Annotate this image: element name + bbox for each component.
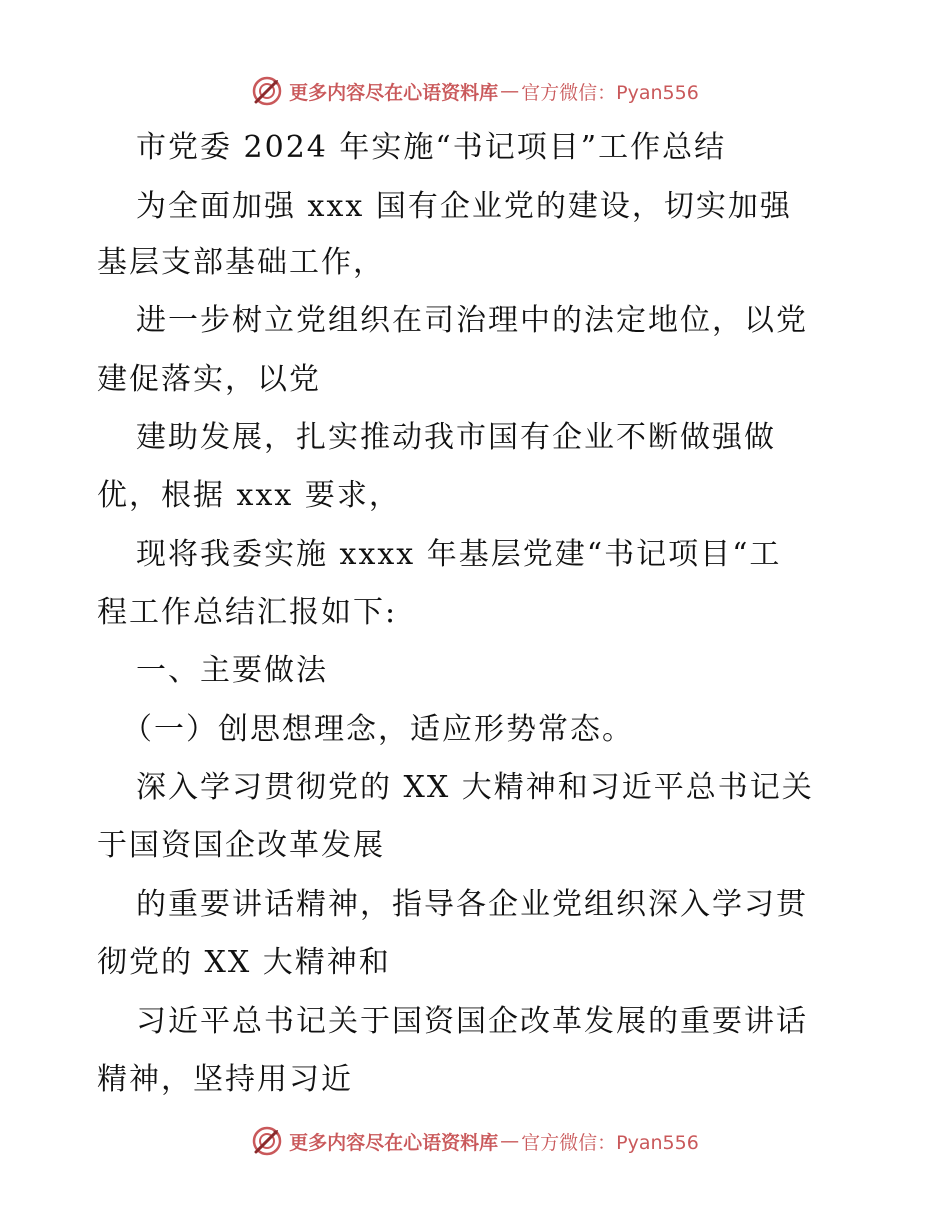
paragraph-line: 精神，坚持用习近	[97, 1062, 353, 1097]
banner-dash: —	[500, 1130, 520, 1152]
header-banner	[0, 71, 950, 111]
banner-slogan: 更多内容尽在心语资料库	[289, 81, 499, 104]
paragraph-line: 为全面加强 xxx 国有企业党的建设，切实加强	[136, 189, 792, 224]
footer-banner	[0, 1121, 950, 1161]
banner-contact: 官方微信：Pyan556	[521, 1131, 699, 1154]
document-title: 市党委 2024 年实施“书记项目”工作总结	[136, 130, 727, 165]
paragraph-line: 的重要讲话精神，指导各企业党组织深入学习贯	[136, 887, 808, 922]
brand-logo-icon	[251, 1125, 283, 1157]
banner-slogan: 更多内容尽在心语资料库	[289, 1131, 499, 1154]
paragraph-line: 于国资国企改革发展	[97, 828, 385, 863]
brand-logo-icon	[251, 75, 283, 107]
paragraph-line: 习近平总书记关于国资国企改革发展的重要讲话	[136, 1004, 808, 1039]
paragraph-line: 程工作总结汇报如下:	[97, 595, 398, 630]
paragraph-line: 深入学习贯彻党的 XX 大精神和习近平总书记关	[136, 770, 814, 805]
paragraph-line: 基层支部基础工作，	[97, 245, 385, 280]
subsection-heading: （一）创思想理念，适应形势常态。	[122, 712, 634, 747]
paragraph-line: 彻党的 XX 大精神和	[97, 945, 391, 980]
paragraph-line: 进一步树立党组织在司治理中的法定地位，以党	[136, 303, 808, 338]
paragraph-line: 建促落实，以党	[97, 362, 321, 397]
paragraph-line: 现将我委实施 xxxx 年基层党建“书记项目“工	[136, 537, 782, 572]
paragraph-line: 优，根据 xxx 要求，	[97, 478, 401, 513]
section-heading: 一、主要做法	[136, 653, 328, 688]
paragraph-line: 建助发展，扎实推动我市国有企业不断做强做	[136, 420, 776, 455]
banner-contact: 官方微信：Pyan556	[521, 81, 699, 104]
banner-dash: —	[500, 80, 520, 102]
